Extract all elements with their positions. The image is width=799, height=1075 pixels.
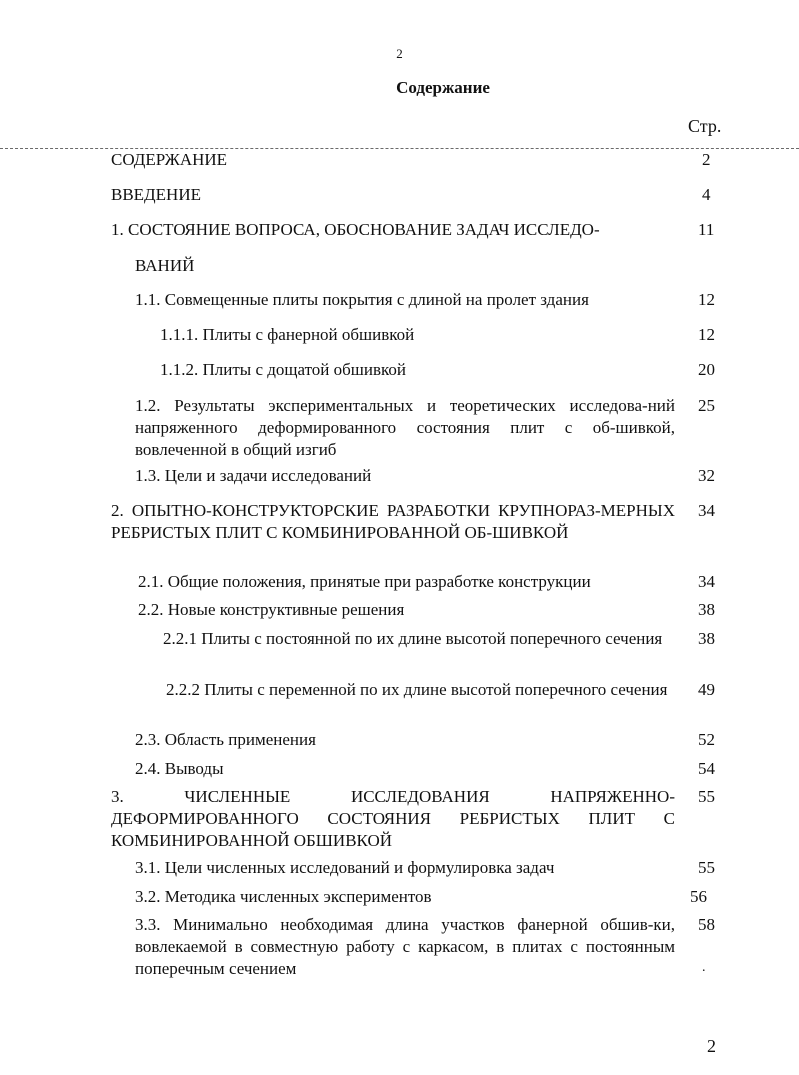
toc-entry-text: 3.3. Минимально необходимая длина участков фанерной обшив-ки, вовлекаемой в совместную работу с каркасом, в плитах с постоянным поперечным сечением [135, 915, 675, 978]
toc-entry-page: 54 [698, 759, 715, 778]
toc-entry-text: 3.1. Цели численных исследований и формулировка задач [135, 858, 555, 877]
toc-entry-text: 1.1.1. Плиты с фанерной обшивкой [160, 325, 415, 344]
toc-entry-text: ВВЕДЕНИЕ [111, 185, 201, 204]
toc-entry-text: 2. ОПЫТНО-КОНСТРУКТОРСКИЕ РАЗРАБОТКИ КРУПНОРАЗ-МЕРНЫХ РЕБРИСТЫХ ПЛИТ С КОМБИНИРОВАННОЙ ОБ-ШИВКОЙ [111, 501, 675, 542]
toc-entry-text: 2.2.2 Плиты с переменной по их длине высотой поперечного сечения [166, 680, 668, 699]
toc-entry-page: 58 [698, 915, 715, 934]
toc-entry-text: 2.2.1 Плиты с постоянной по их длине высотой поперечного сечения [163, 629, 663, 648]
toc-entry-text: 2.4. Выводы [135, 759, 224, 778]
toc-entry-page: 55 [698, 787, 715, 806]
toc-entry-page: 20 [698, 360, 715, 379]
page-top-number: 2 [396, 46, 403, 61]
toc-entry-text: 2.3. Область применения [135, 730, 316, 749]
toc-entry-page: 55 [698, 858, 715, 877]
toc-entry-text: 1.3. Цели и задачи исследований [135, 466, 372, 485]
toc-entry-text: СОДЕРЖАНИЕ [111, 150, 228, 169]
toc-entry-text: 2.2. Новые конструктивные решения [138, 600, 405, 619]
toc-entry-page: 11 [698, 220, 715, 239]
toc-entry-text: ВАНИЙ [135, 256, 195, 275]
toc-entry-page: 4 [702, 185, 711, 204]
toc-entry-page: 34 [698, 501, 715, 520]
toc-entry-page: 2 [702, 150, 711, 169]
toc-entry-page: 38 [698, 629, 715, 648]
toc-entry-text: 3.2. Методика численных экспериментов [135, 887, 432, 906]
toc-entry-text: 1. СОСТОЯНИЕ ВОПРОСА, ОБОСНОВАНИЕ ЗАДАЧ ИССЛЕДО- [111, 220, 600, 239]
toc-entry-text: 3. ЧИСЛЕННЫЕ ИССЛЕДОВАНИЯ НАПРЯЖЕННО-ДЕФОРМИРОВАННОГО СОСТОЯНИЯ РЕБРИСТЫХ ПЛИТ С КОМБИНИРОВАННОЙ ОБШИВКОЙ [111, 787, 675, 850]
toc-entry-page: 32 [698, 466, 715, 485]
toc-entry-page: 12 [698, 325, 715, 344]
toc-entry-page: 49 [698, 680, 715, 699]
toc-entry-text: 2.1. Общие положения, принятые при разработке конструкции [138, 572, 591, 591]
stray-mark: . [702, 960, 706, 975]
toc-entry-text: 1.1. Совмещенные плиты покрытия с длиной на пролет здания [135, 290, 589, 309]
toc-entry-text: 1.2. Результаты экспериментальных и теоретических исследова-ний напряженного деформированного состояния плит с об-шивкой, вовлеченной в общий изгиб [135, 396, 675, 459]
toc-entry-page: 34 [698, 572, 715, 591]
toc-entry-page: 25 [698, 396, 715, 415]
toc-entry-page: 52 [698, 730, 715, 749]
page-column-label: Стр. [688, 116, 722, 136]
page-title: Содержание [396, 78, 490, 97]
toc-entry-text: 1.1.2. Плиты с дощатой обшивкой [160, 360, 407, 379]
toc-entry-page: 56 [690, 887, 707, 906]
toc-entry-page: 38 [698, 600, 715, 619]
toc-entry-page: 12 [698, 290, 715, 309]
page-bottom-number: 2 [707, 1036, 716, 1056]
